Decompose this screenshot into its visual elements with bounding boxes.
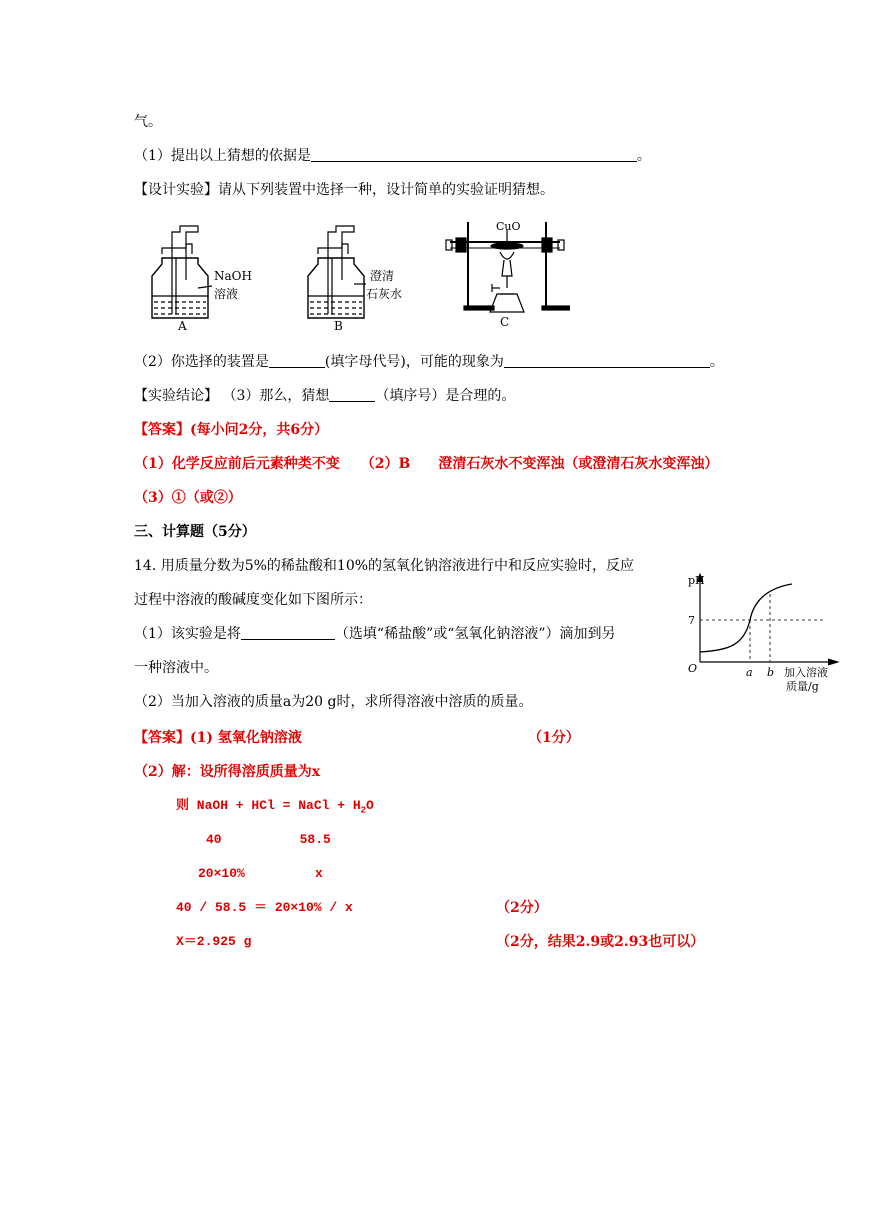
question-14-part-2: （2）当加入溶液的质量a为20 g时，求所得溶液中溶质的质量。	[134, 694, 533, 710]
proportion-score: （2分）	[496, 900, 548, 916]
equation-line	[176, 796, 374, 821]
y-axis-label: pH	[688, 574, 705, 587]
q14-1-prefix: （1）该实验是将	[134, 626, 241, 642]
question-1	[134, 146, 651, 166]
answer-2-part-2: （2）解：设所得溶质质量为x	[134, 764, 321, 780]
q1-prefix: （1）提出以上猜想的依据是	[134, 148, 311, 164]
x-tick-b: b	[767, 666, 775, 679]
apparatus-c-reagent: CuO	[496, 220, 521, 233]
x-axis-label-2: 质量/g	[786, 680, 819, 693]
answer-1-line-3: （3）①（或②）	[134, 490, 242, 506]
q14-1-suffix: （选填“稀盐酸”或“氢氧化钠溶液”）滴加到另	[334, 626, 616, 642]
q2-prefix: （2）你选择的装置是	[134, 354, 269, 370]
answer-1-line-2: （1）化学反应前后元素种类不变 （2）B 澄清石灰水不变浑浊（或澄清石灰水变浑浊）	[134, 456, 719, 472]
answer-2-line-1	[134, 728, 302, 748]
bottle-a-label: A	[178, 319, 187, 333]
experiment-conclusion	[134, 386, 515, 406]
question-14-line-2: 过程中溶液的酸碱度变化如下图所示：	[134, 592, 372, 608]
bottle-b-label: B	[334, 319, 343, 333]
question-14-part-1-line-2: 一种溶液中。	[134, 660, 218, 676]
x-tick-a: a	[746, 666, 753, 679]
equation-end: O	[366, 798, 374, 813]
q1-answer-blank[interactable]	[311, 147, 637, 162]
mass-line: 20×10% x	[198, 866, 323, 881]
bottle-b-drawing	[308, 226, 366, 318]
q2-mid: (填字母代号)，可能的现象为	[324, 354, 504, 370]
q2-suffix: 。	[709, 354, 724, 370]
bottle-b-reagent-2: 石灰水	[366, 287, 403, 301]
equation-subscript: 2	[360, 805, 367, 816]
bottle-a-reagent-1: NaOH	[214, 269, 252, 283]
equation-main: 则 NaOH + HCl = NaCl + H	[176, 798, 361, 813]
ph-curve-chart	[688, 570, 848, 700]
conclusion-blank[interactable]	[329, 387, 375, 402]
result-line: X＝2.925 g	[176, 934, 252, 949]
answer-2-part-1: (1) 氢氧化钠溶液	[190, 730, 302, 746]
text-line: 气。	[134, 114, 162, 130]
result-score: （2分，结果2.9或2.93也可以）	[496, 934, 705, 950]
q1-suffix: 。	[636, 148, 651, 164]
q2-apparatus-blank[interactable]	[269, 353, 325, 368]
bottle-a-drawing	[152, 226, 212, 318]
answer-2-tag: 【答案】	[134, 730, 190, 746]
design-experiment: 【设计实验】请从下列装置中选择一种，设计简单的实验证明猜想。	[134, 182, 554, 198]
bottle-a-reagent-2: 溶液	[214, 287, 239, 301]
y-tick-7: 7	[688, 614, 695, 627]
x-axis-arrow-icon	[828, 659, 838, 665]
origin-label: O	[688, 662, 698, 675]
apparatus-c-drawing	[446, 222, 570, 312]
question-14-part-1	[134, 624, 616, 644]
ph-curve	[700, 584, 792, 652]
conclusion-prefix: 【实验结论】 （3）那么，猜想	[134, 388, 330, 404]
q14-1-blank[interactable]	[241, 625, 335, 640]
section-3-heading: 三、计算题（5分）	[134, 524, 256, 540]
molar-mass-line: 40 58.5	[206, 832, 331, 847]
question-2	[134, 352, 724, 372]
answer-2-part-1-score: （1分）	[528, 730, 580, 746]
conclusion-suffix: （填序号）是合理的。	[375, 388, 516, 404]
bottle-b-reagent-1: 澄清	[370, 269, 395, 283]
x-axis-label-1: 加入溶液	[784, 666, 828, 679]
question-14-line-1: 14. 用质量分数为5%的稀盐酸和10%的氢氧化钠溶液进行中和反应实验时，反应	[134, 558, 635, 574]
proportion-line: 40 / 58.5 ＝ 20×10% / x	[176, 900, 353, 915]
q2-phenomenon-blank[interactable]	[504, 353, 710, 368]
apparatus-c-label: C	[500, 315, 510, 329]
answer-1-heading: 【答案】(每小问2分，共6分）	[134, 422, 329, 438]
apparatus-figure	[150, 218, 570, 333]
